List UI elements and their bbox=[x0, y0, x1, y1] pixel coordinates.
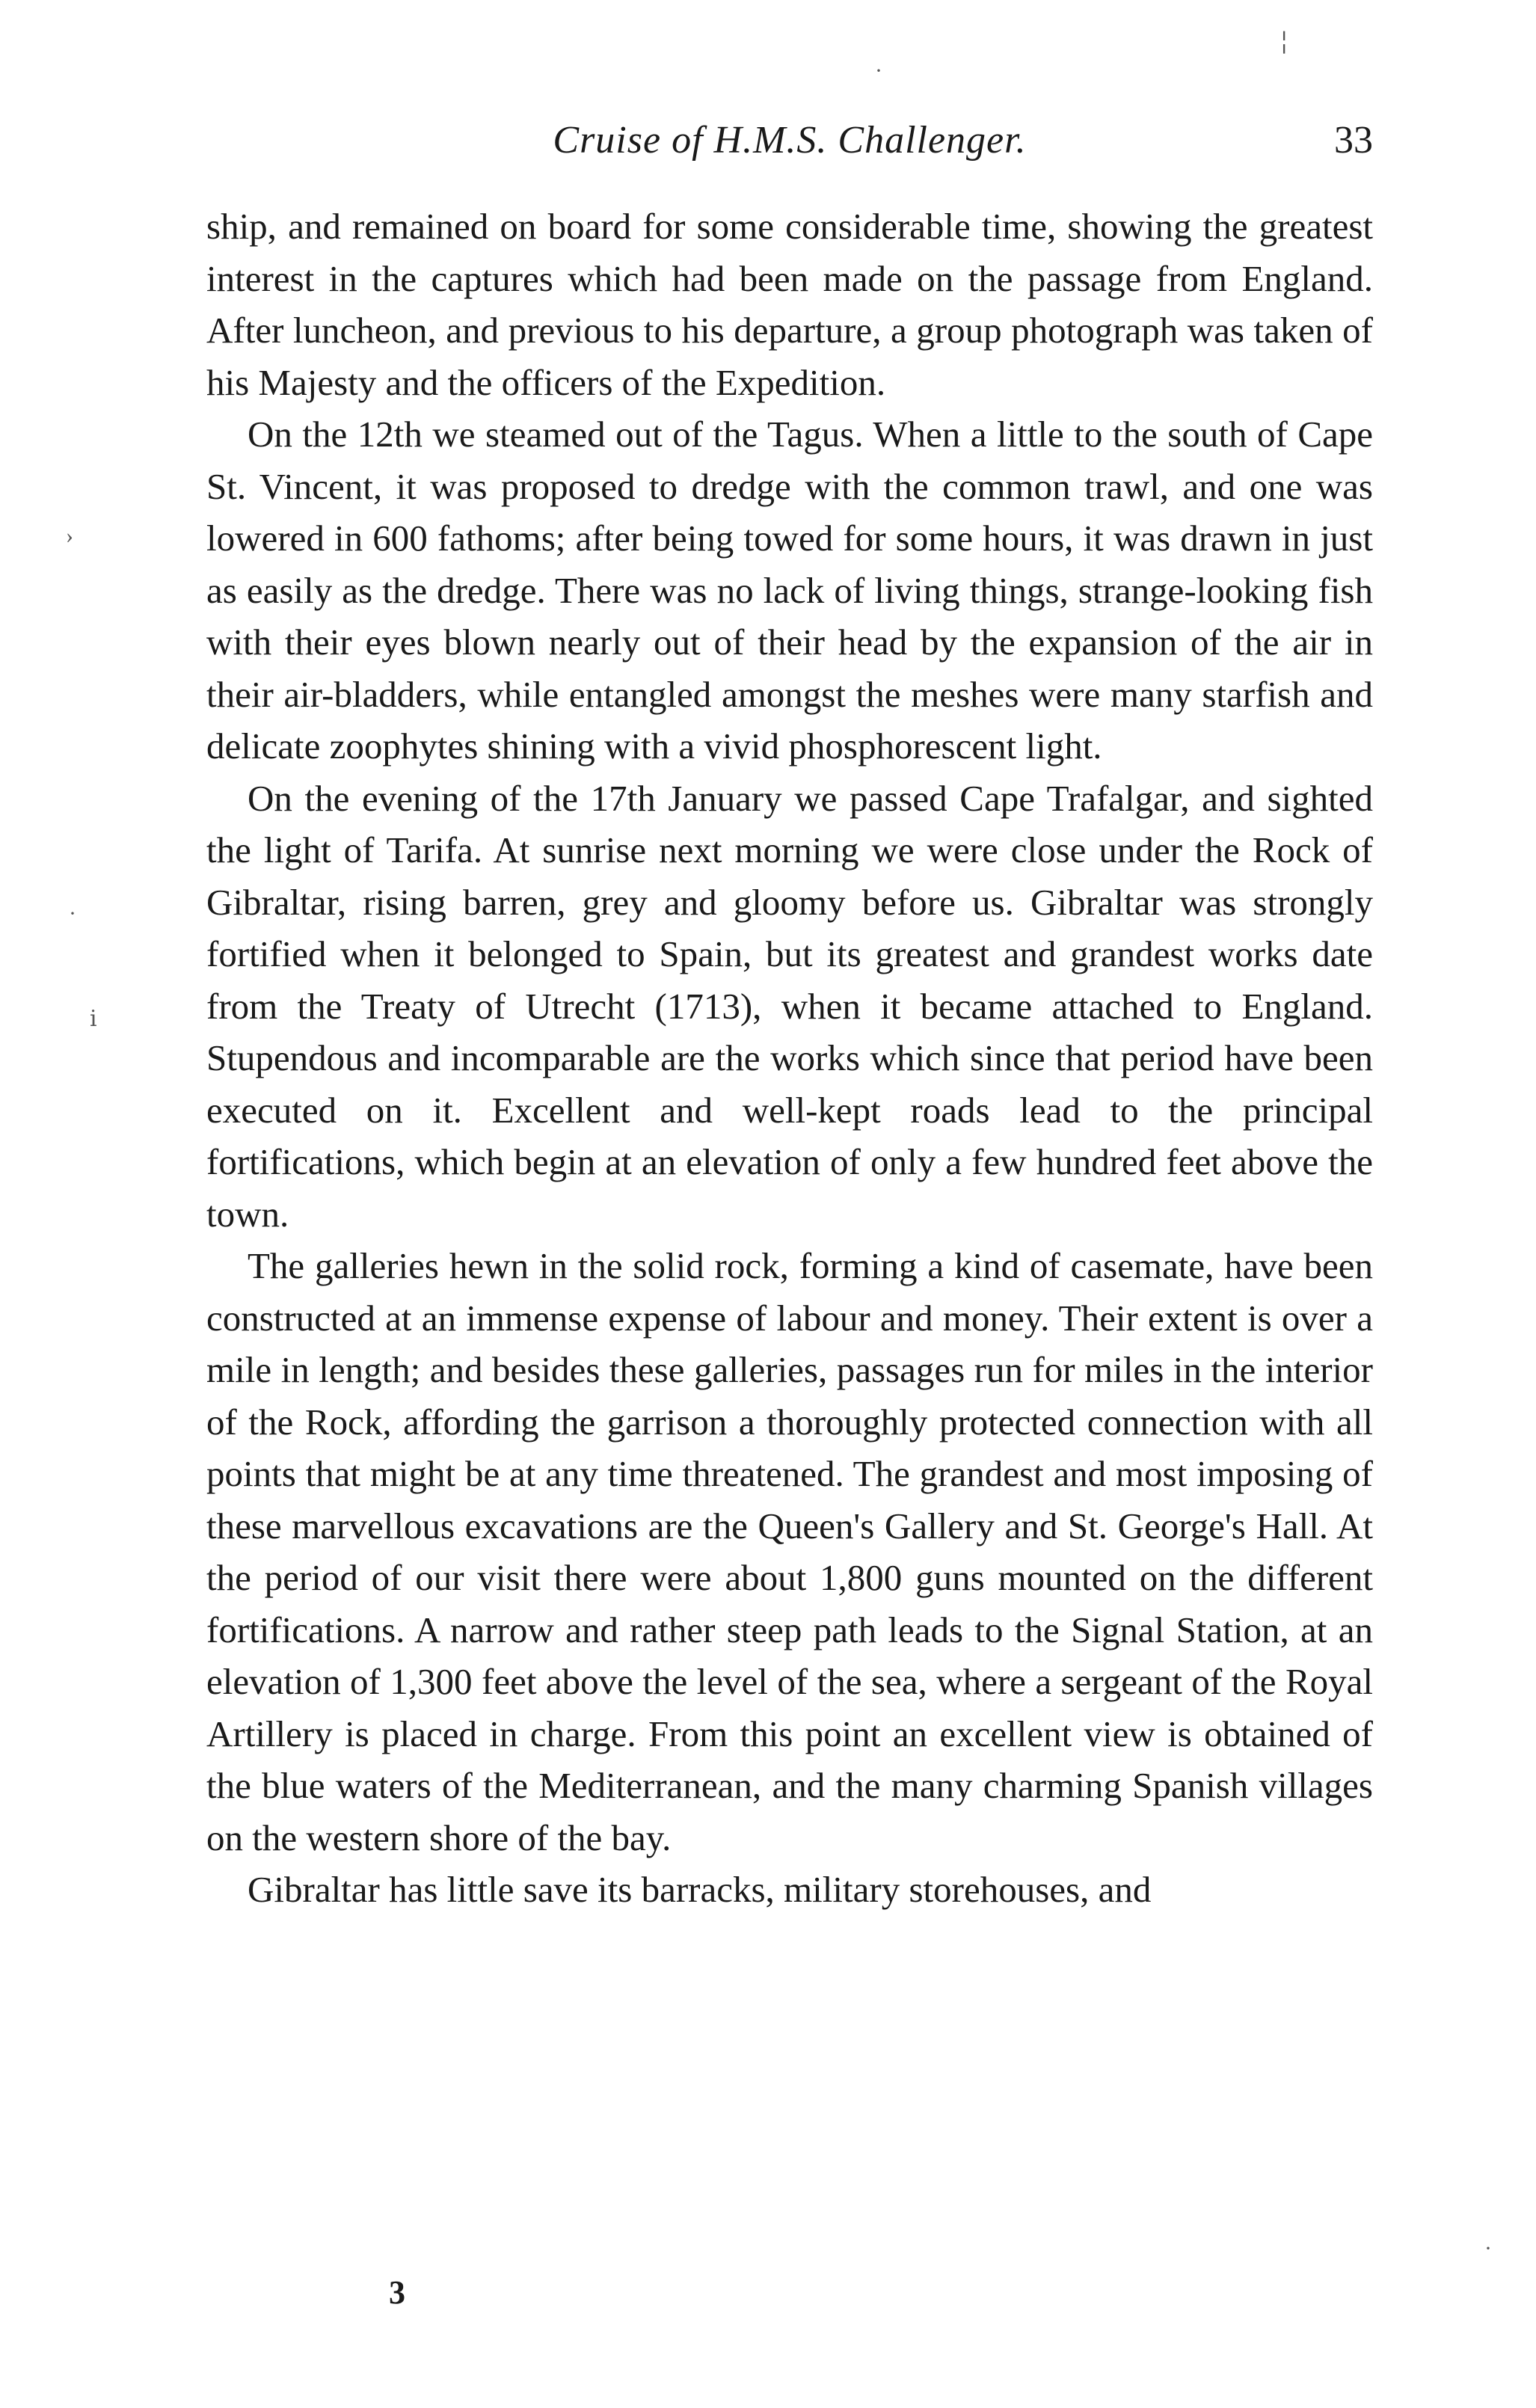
stray-ink-mark: ⅰ bbox=[90, 1007, 97, 1031]
stray-ink-mark: › bbox=[66, 523, 73, 548]
stray-ink-mark: ╎ bbox=[1277, 31, 1291, 55]
stray-ink-mark: ·ﾞ bbox=[69, 901, 94, 926]
paragraph: On the evening of the 17th January we passed Cape Trafalgar, and sighted the light of Tarifa. At sunrise next morning we were close under the Rock of Gibraltar, rising barren, grey and gloomy before us. Gibraltar was strongly fortified when it belonged to Spain, but its greatest and grandest works date from the Treaty of Utrecht (1713), when it became attached to England. Stupendous and incomparable are the works which since that period have been executed on it. Excellent and well-kept roads lead to the principal fortifications, which begin at an elevation of only a few hundred feet above the town. bbox=[206, 777, 1373, 1235]
paragraph: On the 12th we steamed out of the Tagus. When a little to the south of Cape St. Vincent, it was proposed to dredge with the common trawl, and one was lowered in 600 fathoms; after being towed for some hours, it was drawn in just as easily as the dredge. There was no lack of living things, strange-looking fish with their eyes blown nearly out of their head by the expansion of the air in their air-bladders, while entangled amongst the meshes were many starfish and delicate zoophytes shining with a vivid phosphorescent light. bbox=[206, 414, 1373, 767]
stray-ink-mark: · bbox=[875, 58, 882, 83]
stray-ink-mark: · bbox=[1484, 2236, 1492, 2261]
running-title: Cruise of H.M.S. Challenger. bbox=[553, 119, 1027, 162]
signature-mark: 3 bbox=[389, 2274, 405, 2311]
body-text bbox=[206, 200, 1373, 1916]
running-head bbox=[206, 118, 1373, 171]
paragraph: Gibraltar has little save its barracks, military storehouses, and bbox=[248, 1869, 1152, 1910]
paragraph: The galleries hewn in the solid rock, forming a kind of casemate, have been constructed at an immense expense of labour and money. Their extent is over a mile in length; and besides these galleries, passages run for miles in the interior of the Rock, affording the garrison a thoroughly protected connection with all points that might be at any time threatened. The grandest and most imposing of these marvellous excavations are the Queen's Gallery and St. George's Hall. At the period of our visit there were about 1,800 guns mounted on the different fortifications. A narrow and rather steep path leads to the Signal Station, at an elevation of 1,300 feet above the level of the sea, where a sergeant of the Royal Artillery is placed in charge. From this point an excellent view is obtained of the blue waters of the Mediterranean, and the many charming Spanish villages on the western shore of the bay. bbox=[206, 1245, 1373, 1858]
page-number: 33 bbox=[1334, 119, 1373, 162]
paragraph: ship, and remained on board for some considerable time, showing the greatest interest in the captures which had been made on the passage from England. After luncheon, and previous to his departure, a group photograph was taken of his Majesty and the officers of the Expedition. bbox=[206, 206, 1373, 403]
